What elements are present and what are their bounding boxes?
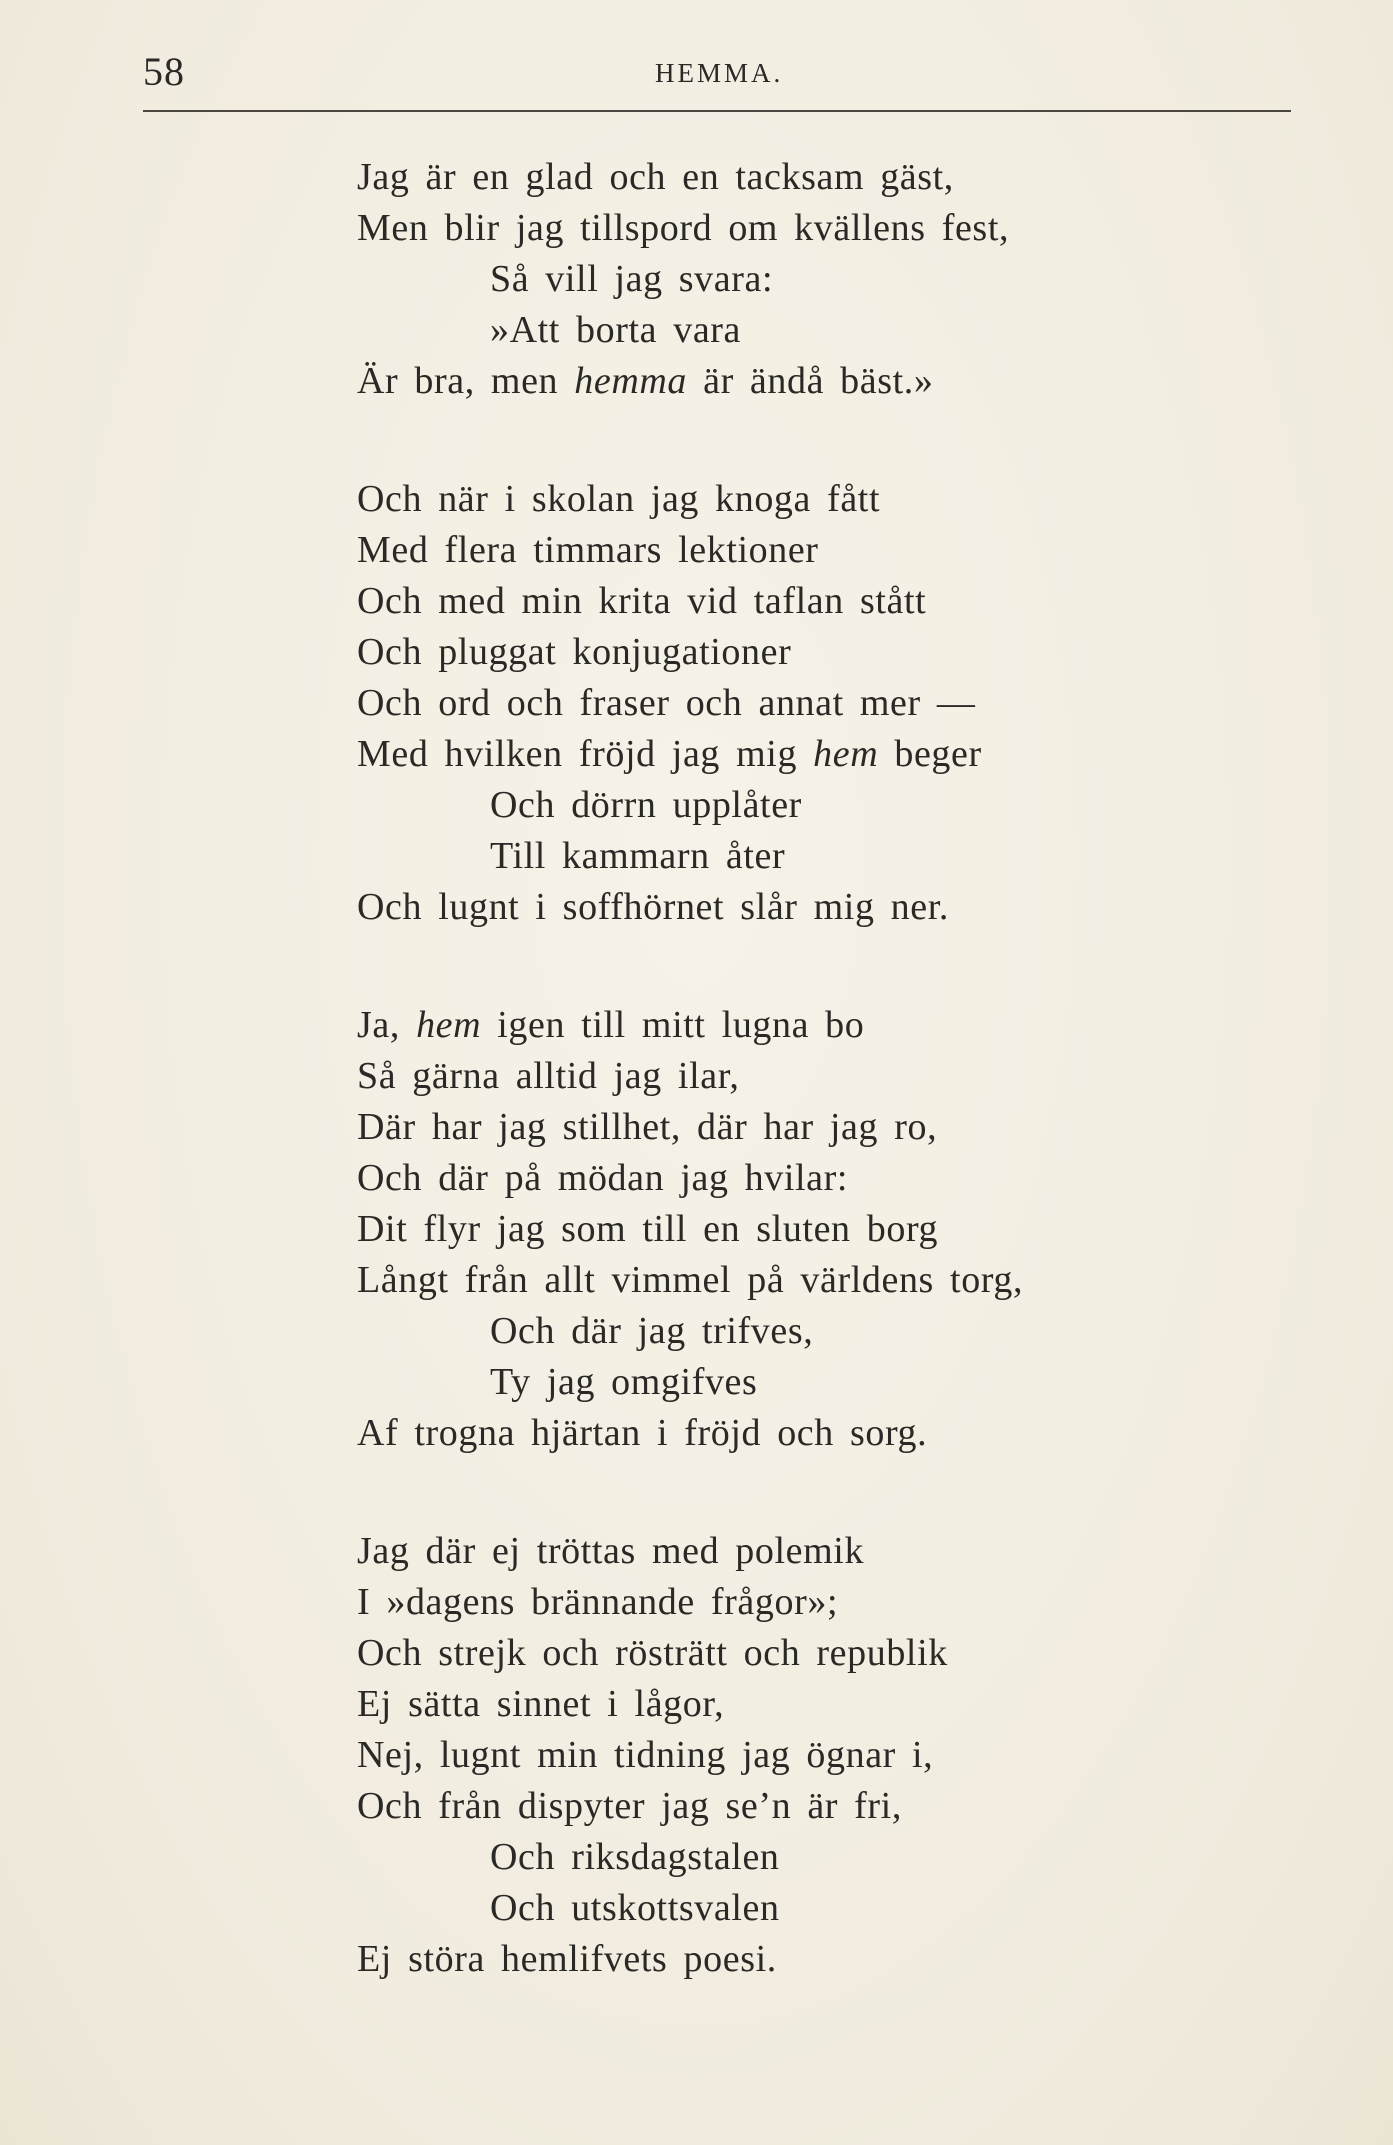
poem-line bbox=[357, 1000, 1257, 1051]
page-number: 58 bbox=[143, 49, 185, 94]
italic-word: hemma bbox=[574, 360, 688, 402]
poem-line: Jag är en glad och en tacksam gäst, bbox=[357, 156, 954, 198]
poem-line: Och pluggat konjugationer bbox=[357, 631, 792, 673]
poem-line: »Att borta vara bbox=[490, 309, 742, 351]
poem-line: Och dörrn upplåter bbox=[490, 784, 802, 826]
poem-line: Med flera timmars lektioner bbox=[357, 529, 819, 571]
poem-line: Och lugnt i soffhörnet slår mig ner. bbox=[357, 886, 949, 928]
italic-word: hem bbox=[416, 1004, 482, 1046]
poem-line: Där har jag stillhet, där har jag ro, bbox=[357, 1106, 938, 1148]
poem-body bbox=[357, 152, 1257, 2052]
poem-line: Så gärna alltid jag ilar, bbox=[357, 1055, 740, 1097]
poem-line bbox=[357, 356, 1257, 407]
poem-line: Långt från allt vimmel på världens torg, bbox=[357, 1259, 1024, 1301]
line-text: Med hvilken fröjd jag mig bbox=[357, 733, 814, 775]
poem-line bbox=[357, 729, 1257, 780]
poem-line: Och där jag trifves, bbox=[490, 1310, 814, 1352]
line-text: Ja, bbox=[357, 1004, 417, 1046]
poem-line: Så vill jag svara: bbox=[490, 258, 774, 300]
running-title: HEMMA. bbox=[655, 58, 784, 88]
poem-line: Och när i skolan jag knoga fått bbox=[357, 478, 881, 520]
poem-line: Och där på mödan jag hvilar: bbox=[357, 1157, 849, 1199]
italic-word: hem bbox=[813, 733, 879, 775]
poem-line: Af trogna hjärtan i fröjd och sorg. bbox=[357, 1412, 928, 1454]
line-text: beger bbox=[878, 733, 982, 775]
stanza bbox=[357, 1526, 1257, 1985]
poem-line: Jag där ej tröttas med polemik bbox=[357, 1530, 865, 1572]
poem-line: Och riksdagstalen bbox=[490, 1836, 780, 1878]
poem-line: Nej, lugnt min tidning jag ögnar i, bbox=[357, 1734, 934, 1776]
poem-line: Och från dispyter jag se’n är fri, bbox=[357, 1785, 902, 1827]
stanza bbox=[357, 1000, 1257, 1459]
poem-line: Och utskottsvalen bbox=[490, 1887, 780, 1929]
poem-line: Till kammarn åter bbox=[490, 835, 786, 877]
poem-line: Dit flyr jag som till en sluten borg bbox=[357, 1208, 939, 1250]
header-rule bbox=[143, 110, 1291, 112]
line-text: igen till mitt lugna bo bbox=[481, 1004, 865, 1046]
poem-line: Och strejk och rösträtt och republik bbox=[357, 1632, 948, 1674]
poem-line: Men blir jag tillspord om kvällens fest, bbox=[357, 207, 1010, 249]
poem-line: Ty jag omgifves bbox=[490, 1361, 758, 1403]
poem-line: Och med min krita vid taflan stått bbox=[357, 580, 927, 622]
poem-line: I »dagens brännande frågor»; bbox=[357, 1581, 839, 1623]
poem-line: Och ord och fraser och annat mer — bbox=[357, 682, 976, 724]
line-text: är ändå bäst.» bbox=[687, 360, 934, 402]
poem-line: Ej störa hemlifvets poesi. bbox=[357, 1938, 777, 1980]
stanza bbox=[357, 152, 1257, 407]
stanza bbox=[357, 474, 1257, 933]
poem-line: Ej sätta sinnet i lågor, bbox=[357, 1683, 725, 1725]
line-text: Är bra, men bbox=[357, 360, 575, 402]
